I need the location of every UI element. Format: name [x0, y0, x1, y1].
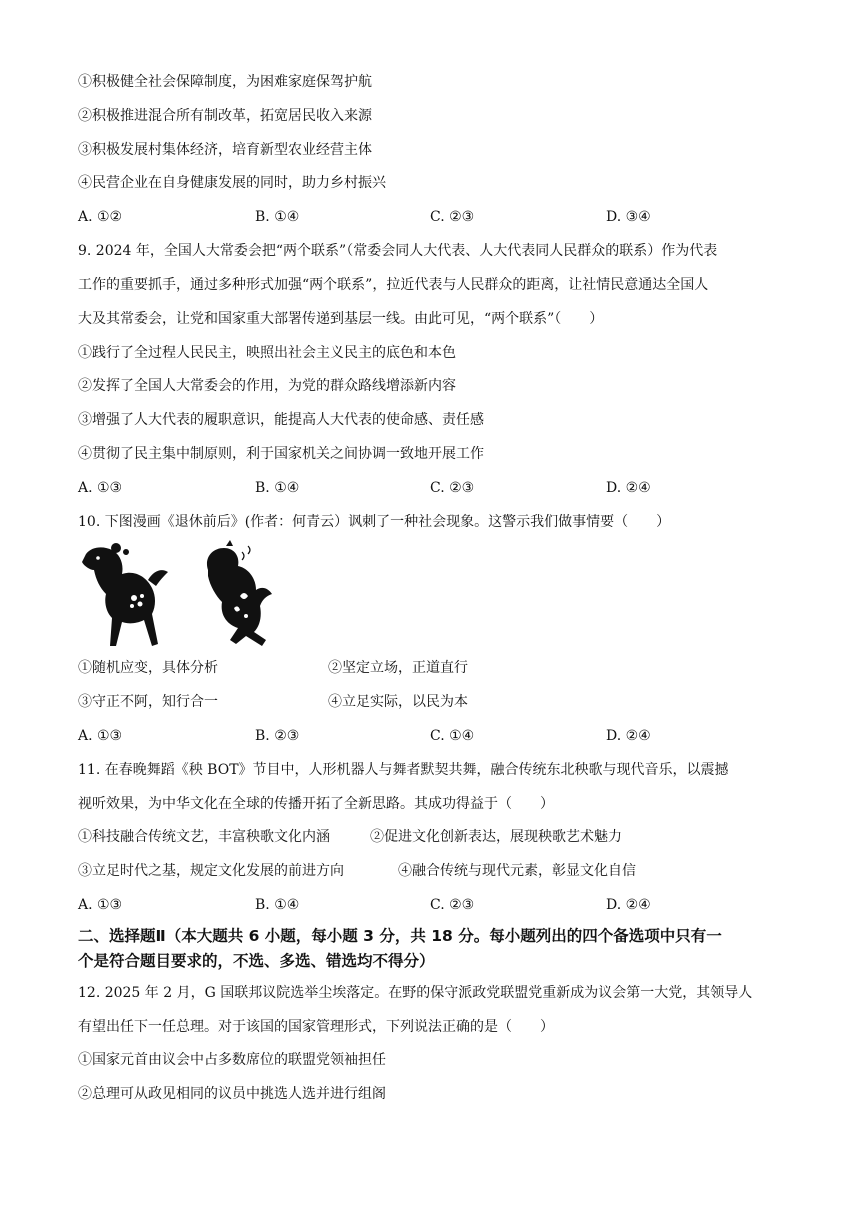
q9-option-a: A. ①③: [78, 480, 123, 496]
q8-option-b: B. ①④: [255, 209, 300, 225]
q8-option-d: D. ③④: [606, 209, 651, 225]
q10-stem: 10. 下图漫画《退休前后》(作者：何青云）讽刺了一种社会现象。这警示我们做事情要（ ）: [78, 514, 671, 530]
q11-item-4: ④融合传统与现代元素，彰显文化自信: [398, 863, 636, 879]
q10-item-2: ②坚定立场，正道直行: [328, 660, 468, 676]
q11-item-1: ①科技融合传统文艺，丰富秧歌文化内涵: [78, 829, 330, 845]
q11-option-a: A. ①③: [78, 897, 123, 913]
q10-option-a: A. ①③: [78, 728, 123, 744]
horse-before-figure: [82, 543, 168, 646]
q10-option-d: D. ②④: [606, 728, 651, 744]
q9-item-4: ④贯彻了民主集中制原则，利于国家机关之间协调一致地开展工作: [78, 446, 484, 462]
section-heading-line-1: 二、选择题Ⅱ（本大题共 6 小题，每小题 3 分，共 18 分。每小题列出的四个备选项中只有一: [78, 927, 722, 945]
q10-item-1: ①随机应变，具体分析: [78, 660, 218, 676]
section-heading-line-2: 个是符合题目要求的，不选、多选、错选均不得分）: [78, 952, 435, 970]
q8-item-3: ③积极发展村集体经济，培育新型农业经营主体: [78, 142, 372, 158]
q11-option-b: B. ①④: [255, 897, 300, 913]
q9-item-2: ②发挥了全国人大常委会的作用，为党的群众路线增添新内容: [78, 378, 456, 394]
q8-item-2: ②积极推进混合所有制改革，拓宽居民收入来源: [78, 108, 372, 124]
horse-after-figure: [207, 540, 272, 646]
q12-stem-line-1: 12. 2025 年 2 月，G 国联邦议院选举尘埃落定。在野的保守派政党联盟党重新成为议会第一大党，其领导人: [78, 985, 753, 1001]
q11-option-c: C. ②③: [430, 897, 475, 913]
q10-item-4: ④立足实际，以民为本: [328, 694, 468, 710]
q9-option-b: B. ①④: [255, 480, 300, 496]
q11-stem-line-2: 视听效果，为中华文化在全球的传播开拓了全新思路。其成功得益于（ ）: [78, 796, 554, 812]
q10-option-b: B. ②③: [255, 728, 300, 744]
q9-option-c: C. ②③: [430, 480, 475, 496]
q11-stem-line-1: 11. 在春晚舞蹈《秧 BOT》节目中，人形机器人与舞者默契共舞，融合传统东北秧歌与现代音乐，以震撼: [78, 762, 729, 778]
q11-item-2: ②促进文化创新表达，展现秧歌艺术魅力: [370, 829, 622, 845]
q10-option-c: C. ①④: [430, 728, 475, 744]
q9-stem-line-2: 工作的重要抓手，通过多种形式加强“两个联系”，拉近代表与人民群众的距离，让社情民意通达全国人: [78, 277, 709, 293]
q9-stem-line-3: 大及其常委会，让党和国家重大部署传递到基层一线。由此可见，“两个联系”（ ）: [78, 311, 604, 327]
q9-option-d: D. ②④: [606, 480, 651, 496]
q8-option-c: C. ②③: [430, 209, 475, 225]
q11-item-3: ③立足时代之基，规定文化发展的前进方向: [78, 863, 344, 879]
q11-option-d: D. ②④: [606, 897, 651, 913]
q12-stem-line-2: 有望出任下一任总理。对于该国的国家管理形式，下列说法正确的是（ ）: [78, 1019, 554, 1035]
q9-item-3: ③增强了人大代表的履职意识，能提高人大代表的使命感、责任感: [78, 412, 484, 428]
q12-item-2: ②总理可从政见相同的议员中挑选人选并进行组阁: [78, 1086, 386, 1102]
q12-item-1: ①国家元首由议会中占多数席位的联盟党领袖担任: [78, 1052, 386, 1068]
q10-item-3: ③守正不阿，知行合一: [78, 694, 218, 710]
q9-item-1: ①践行了全过程人民民主，映照出社会主义民主的底色和本色: [78, 345, 456, 361]
q9-stem-line-1: 9. 2024 年，全国人大常委会把“两个联系”（常委会同人大代表、人大代表同人民群众的联系）作为代表: [78, 243, 718, 259]
q8-option-a: A. ①②: [78, 209, 123, 225]
q8-item-1: ①积极健全社会保障制度，为困难家庭保驾护航: [78, 74, 372, 90]
cartoon-image: [76, 540, 276, 652]
q8-item-4: ④民营企业在自身健康发展的同时，助力乡村振兴: [78, 175, 386, 191]
